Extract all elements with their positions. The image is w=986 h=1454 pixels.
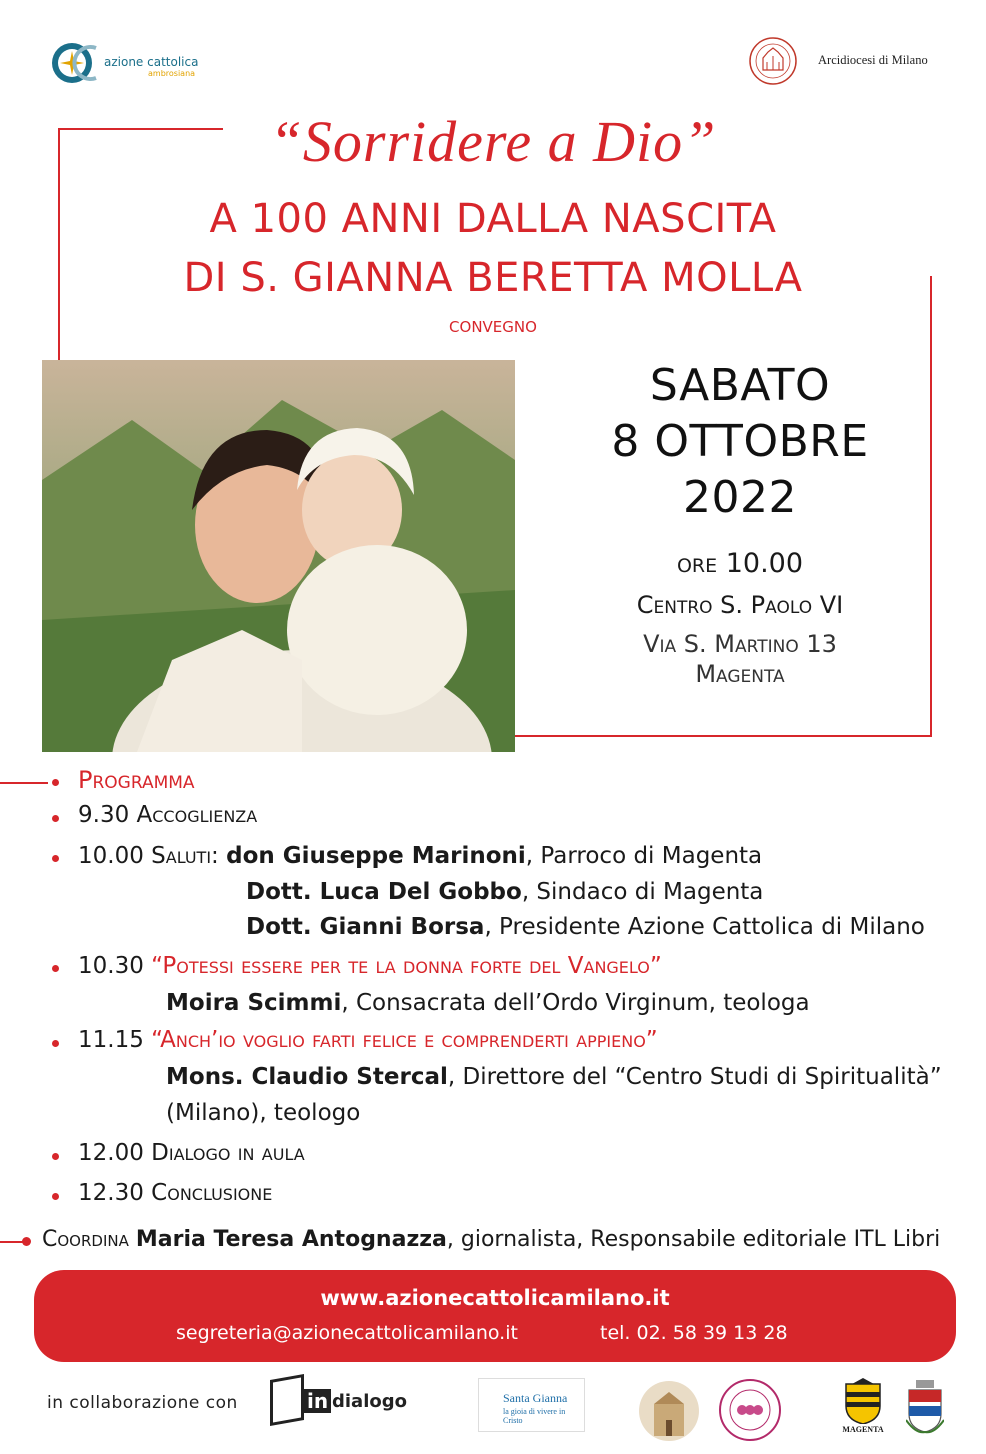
bullet (52, 1153, 59, 1160)
bullet (52, 1193, 59, 1200)
program-item-4: 11.15 “Anch’io voglio farti felice e comprenderti appieno” (78, 1027, 658, 1053)
address-city: Magenta (695, 660, 785, 688)
email-link[interactable]: segreteria@azionecattolicamilano.it (176, 1322, 518, 1344)
santa-gianna-sub: la gioia di vivere in Cristo (503, 1407, 566, 1425)
convegno-label: CONVEGNO (449, 318, 537, 336)
event-place: Centro S. Paolo VI (636, 591, 844, 619)
program-item-1: 9.30 Accoglienza (78, 802, 258, 828)
magenta-label: MAGENTA (842, 1425, 884, 1434)
event-year: 2022 (683, 472, 797, 523)
bullet (52, 855, 59, 862)
bullet (52, 815, 59, 822)
bullet (52, 965, 59, 972)
event-address (560, 629, 920, 689)
indialogo-logo (270, 1375, 415, 1427)
program-item-6: 12.30 Conclusione (78, 1180, 273, 1206)
indialogo-text: dialogo (332, 1391, 407, 1412)
event-details (560, 358, 920, 689)
saluti-line-3: Dott. Gianni Borsa, Presidente Azione Cattolica di Milano (246, 914, 925, 940)
arcidiocesi-seal-icon (748, 36, 798, 86)
programma-heading: Programma (78, 766, 195, 794)
speaker-2-line-2: (Milano), teologo (166, 1100, 361, 1126)
program-item-5: 12.00 Dialogo in aula (78, 1140, 305, 1166)
indialogo-book-icon (270, 1374, 304, 1426)
azione-cattolica-name: azione cattolica (104, 55, 199, 69)
event-time (560, 548, 920, 579)
title-line-2: DI S. GIANNA BERETTA MOLLA (183, 255, 803, 301)
event-day: SABATO (649, 360, 831, 411)
frame-line-bottom (492, 735, 932, 737)
santa-gianna-title: Santa Gianna (503, 1391, 568, 1405)
coordina-line-text: Coordina Maria Teresa Antognazza, giornalista, Responsabile editoriale ITL Libri (42, 1227, 941, 1252)
comunita-pastorale-logo-icon (718, 1378, 782, 1442)
photo-gianna-with-child (42, 360, 515, 752)
program-item-3: 10.30 “Potessi essere per te la donna forte del Vangelo” (78, 953, 662, 979)
title-line-1: A 100 ANNI DALLA NASCITA (209, 196, 777, 242)
saluti-line-2: Dott. Luca Del Gobbo, Sindaco di Magenta (246, 879, 764, 905)
program-item-2: 10.00 Saluti: don Giuseppe Marinoni, Parroco di Magenta (78, 843, 763, 869)
website-link[interactable]: www.azionecattolicamilano.it (320, 1286, 670, 1310)
event-date: 8 OTTOBRE (611, 416, 869, 467)
ore-time: 10.00 (725, 548, 804, 579)
bullet (52, 1040, 59, 1047)
indialogo-in: in (304, 1389, 331, 1413)
town-crest-icon (906, 1380, 944, 1434)
collaboration-label: in collaborazione con (47, 1393, 238, 1413)
speaker-2: Mons. Claudio Stercal, Direttore del “Centro Studi di Spiritualità” (166, 1064, 942, 1090)
arcidiocesi-name: Arcidiocesi di Milano (818, 53, 928, 67)
frame-line-right (930, 276, 932, 736)
speaker-1: Moira Scimmi, Consacrata dell’Ordo Virginum, teologa (166, 990, 810, 1016)
azione-cattolica-sub: ambrosiana (148, 69, 196, 78)
programma-line (0, 782, 48, 784)
magenta-crest-icon (844, 1378, 882, 1424)
contact-bar (34, 1270, 956, 1362)
church-logo-icon (638, 1380, 700, 1442)
bullet (52, 779, 59, 786)
ore-label: ore (676, 548, 718, 579)
address-street: Via S. Martino 13 (643, 630, 837, 658)
phone-number: tel. 02. 58 39 13 28 (600, 1322, 788, 1344)
comune-magenta-logo (838, 1378, 888, 1438)
santa-gianna-logo (478, 1378, 585, 1432)
coordina-dot (22, 1237, 31, 1246)
script-title: “Sorridere a Dio” (269, 109, 717, 174)
